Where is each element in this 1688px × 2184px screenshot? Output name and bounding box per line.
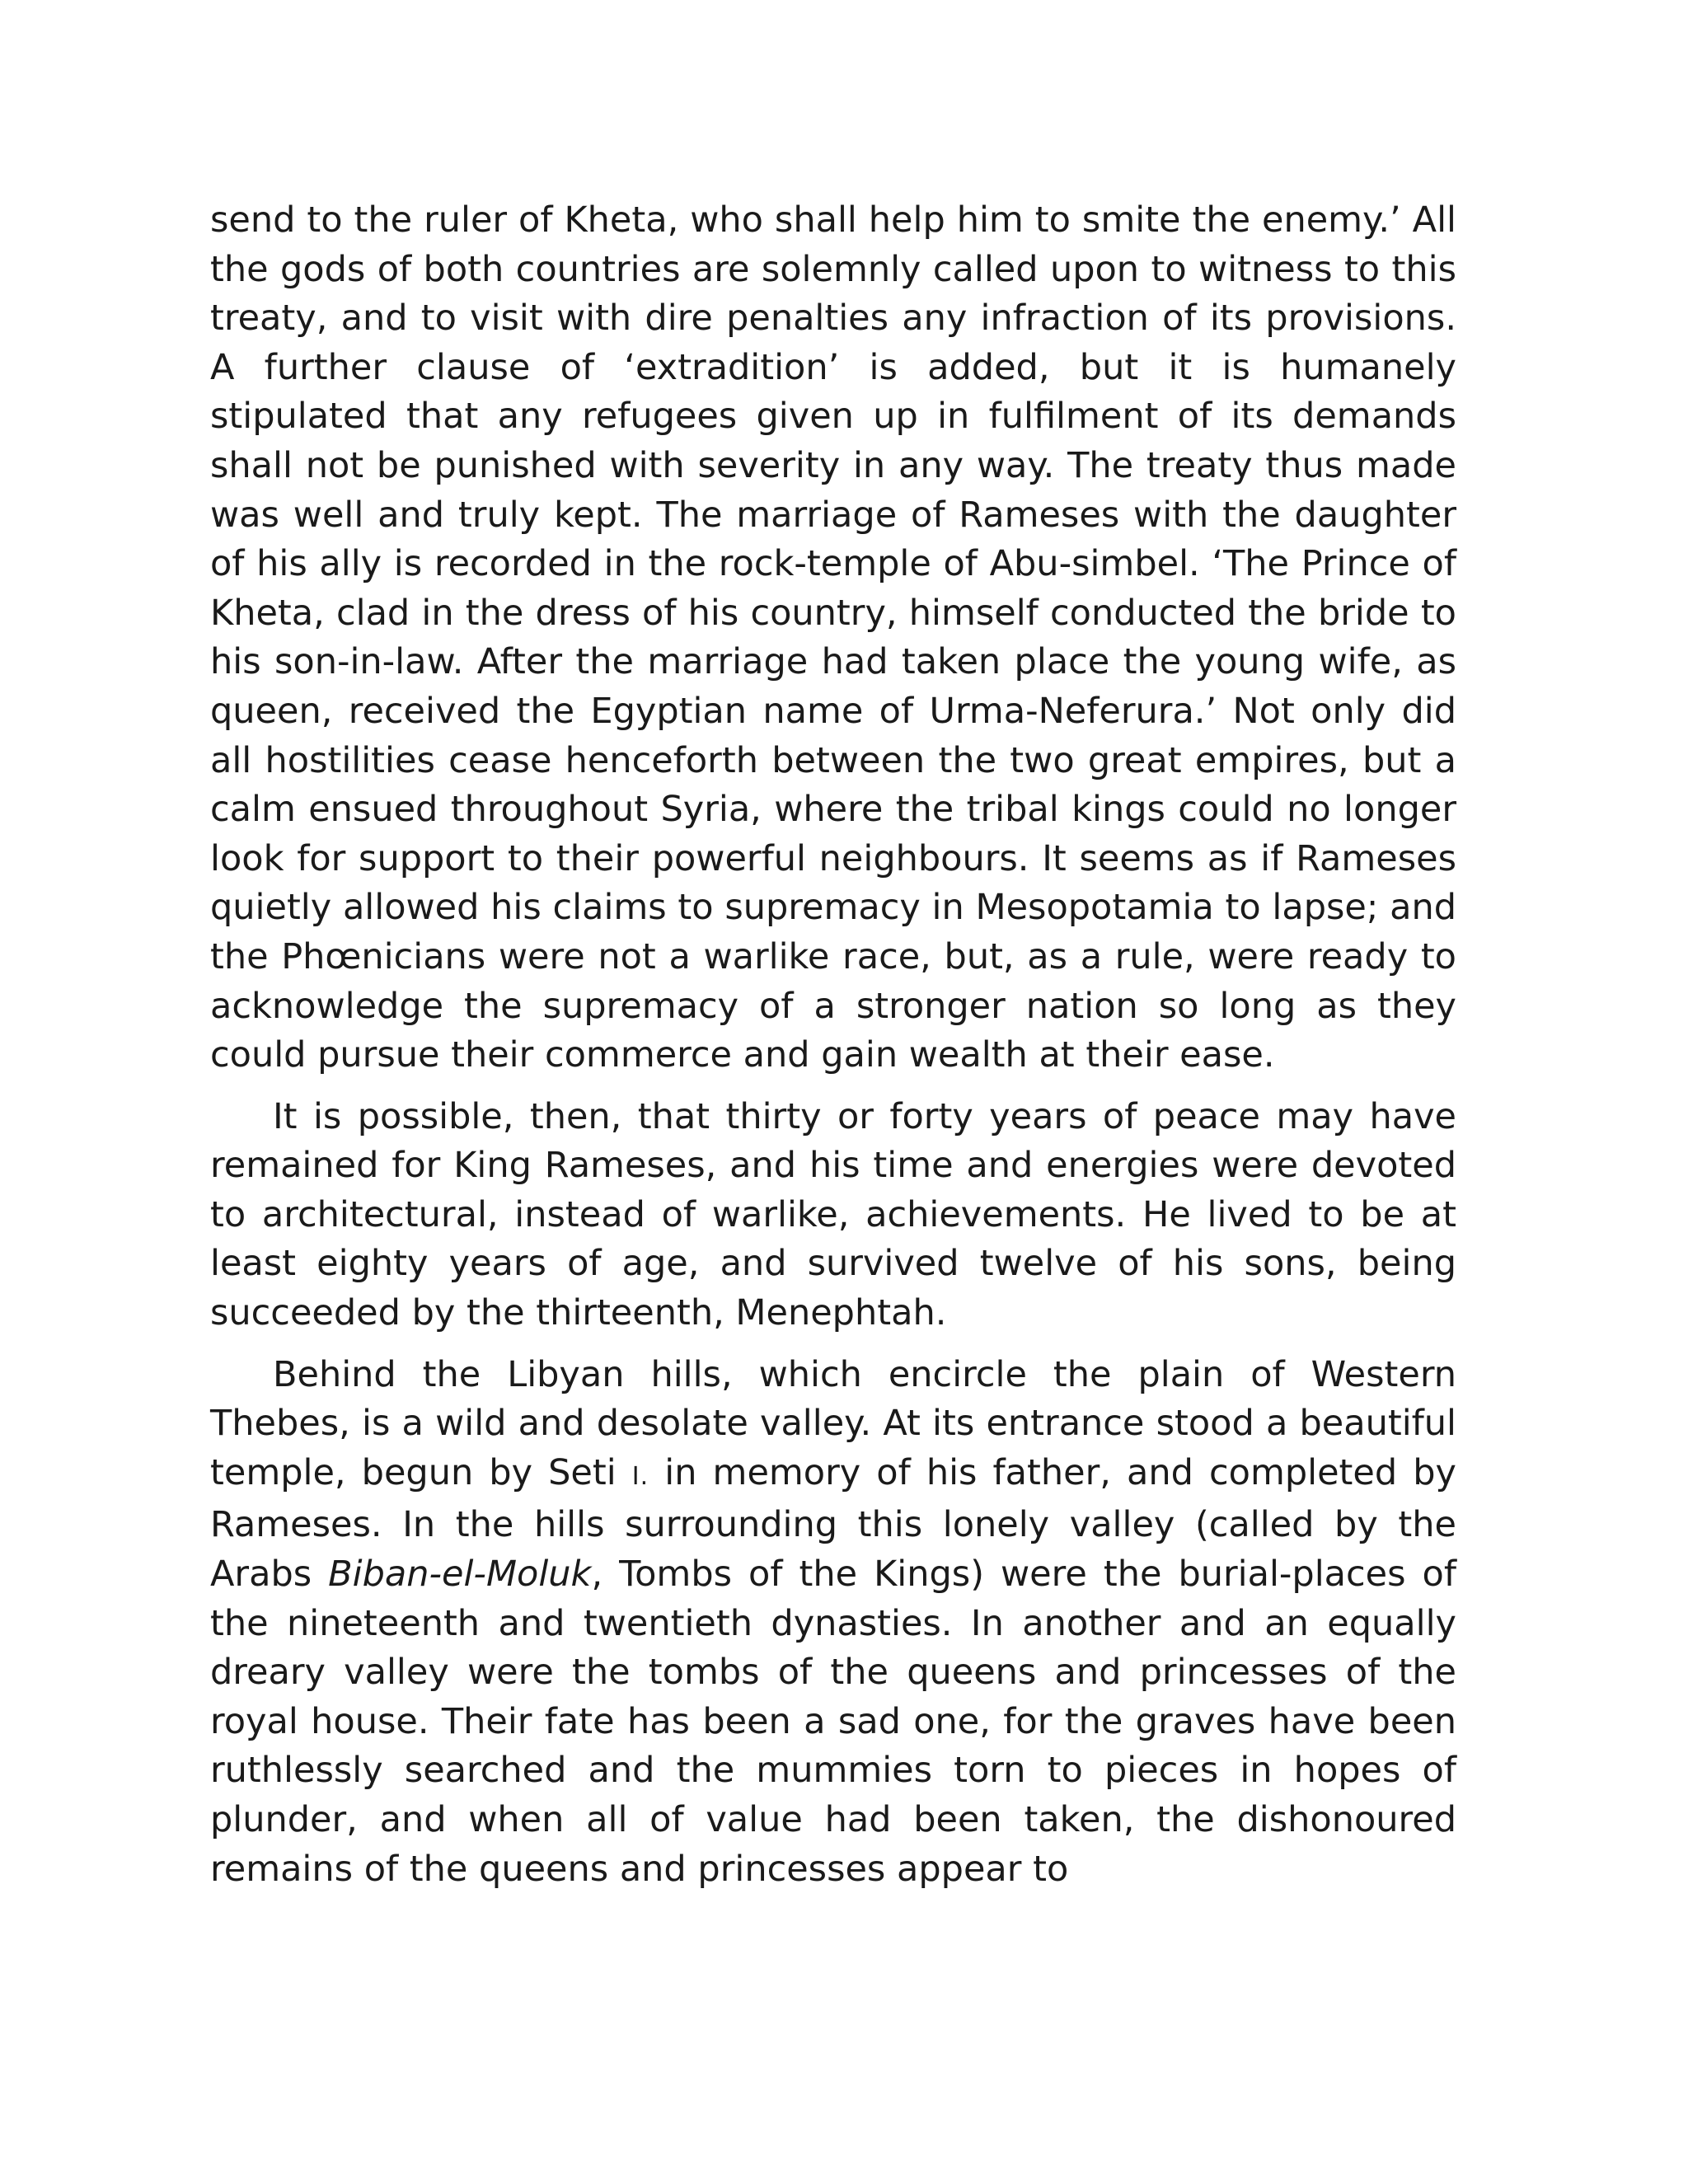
paragraph-text: send to the ruler of Kheta, who shall help him to smite the enemy.’ All the gods of both countries are solemnly called upon to witness to this treaty, and to visit with dire penalties any infraction of its provisions. A further clause of ‘extradition’ is added, but it is humanely stipulated that any refugees given up in fulfilment of its demands shall not be punished with severity in any way. The treaty thus made was well and truly kept. The marriage of Rameses with the daughter of his ally is recorded in the rock-temple of Abu-simbel. ‘The Prince of Kheta, clad in the dress of his country, himself conducted the bride to his son-in-law. After the marriage had taken place the young wife, as queen, received the Egyptian name of Urma-Neferura.’ Not only did all hostilities cease henceforth between the two great empires, but a calm ensued throughout Syria, where the tribal kings could no longer look for support to their powerful neighbours. It seems as if Rameses quietly allowed his claims to supremacy in Mesopotamia to lapse; and the Phœnicians were not a warlike race, but, as a rule, were ready to acknowledge the supremacy of a stronger nation so long as they could pursue their commerce and gain wealth at their ease. — [210, 199, 1456, 1076]
paragraph-text: , Tombs of the Kings) were the burial-places of the nineteenth and twentieth dynasties. In another and an equally dreary valley were the tombs of the queens and princesses of the royal house. Their fate has been a sad one, for the graves have been ruthlessly searched and the mummies torn to pieces in hopes of plunder, and when all of value had been taken, the dishonoured remains of the queens and princesses appear to — [210, 1554, 1456, 1890]
italic-place-name: Biban-el-Moluk — [328, 1554, 592, 1596]
paragraph-treaty-continuation — [210, 196, 1456, 1080]
body-text — [210, 196, 1456, 1894]
paragraph-text: Behind the Libyan hills, which encircle the plain of Western Thebes, is a wild and desolate valley. At its entrance stood a beautiful temple, begun by Seti — [210, 1353, 1456, 1493]
paragraph-years-of-peace — [210, 1093, 1456, 1338]
paragraph-text: It is possible, then, that thirty or forty years of peace may have remained for King Rameses, and his time and energies were devoted to architectural, instead of warlike, achievements. He lived to be at least eighty years of age, and survived twelve of his sons, being succeeded by the thirteenth, Menephtah. — [210, 1095, 1456, 1334]
roman-numeral: I. — [631, 1461, 649, 1491]
paragraph-tombs-of-kings — [210, 1351, 1456, 1895]
paragraph-text: in memory of his father, and completed by Rameses. In the hills surrounding this lonely valley (called by the Arabs — [210, 1451, 1456, 1596]
